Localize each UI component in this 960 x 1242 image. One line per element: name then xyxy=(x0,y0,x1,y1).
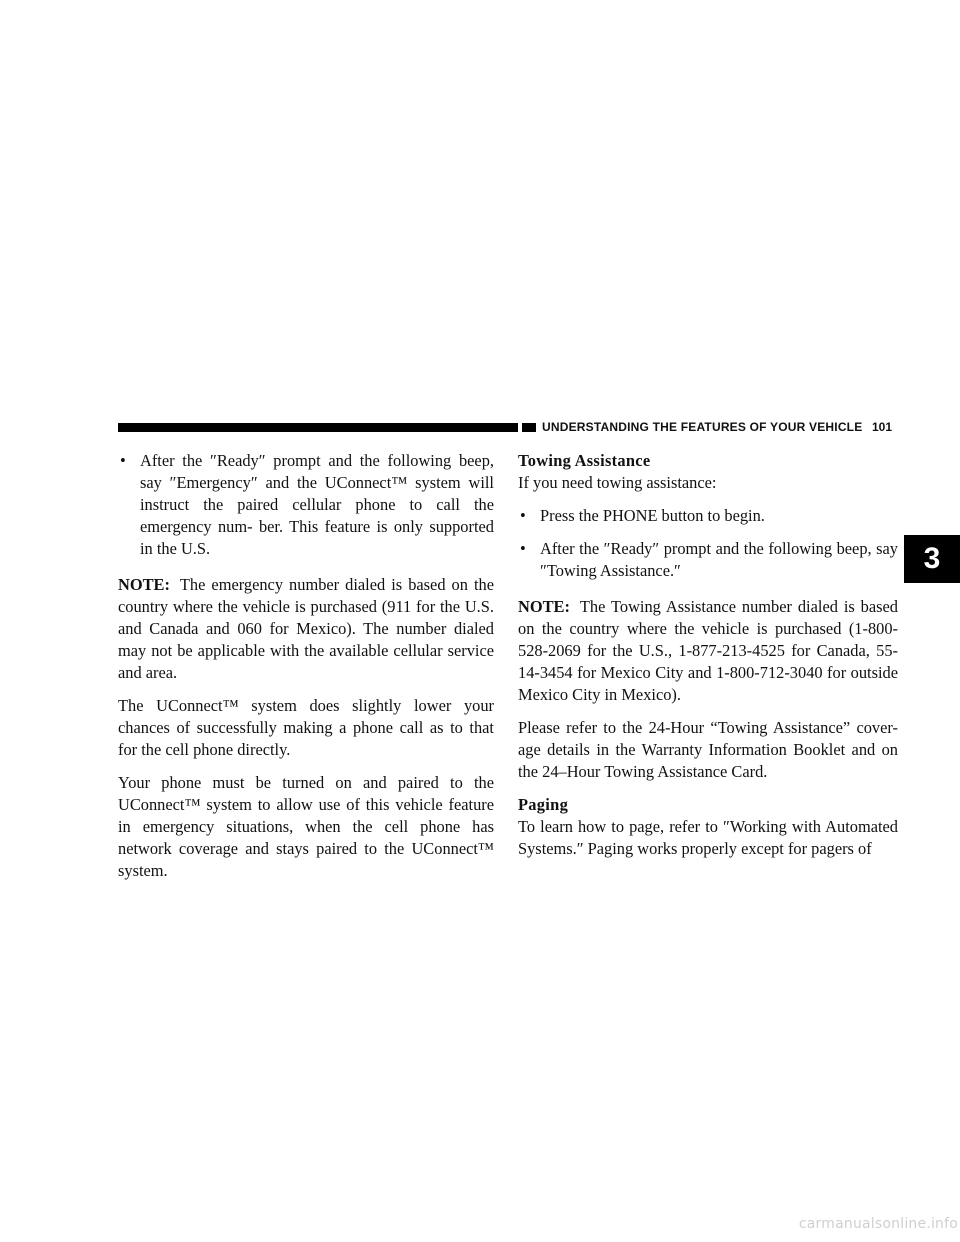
list-item xyxy=(118,450,494,560)
note-text: The Towing Assistance number dialed is based on the country where the vehicle is purchased (1-800-528-2069 for the U.S., 1-877-213-4525 for Canada, 55-14-3454 for Mexico City and 1-800-712-3040 for outside Mexico City in Mexico). xyxy=(518,597,898,704)
list-item xyxy=(518,538,898,582)
body-paragraph: If you need towing assistance: xyxy=(518,473,717,492)
bullet-text: After the ″Ready″ prompt and the following beep, say ″Emergency″ and the UConnect™ system will instruct the paired cellular phone to call the emergency num- ber. This feature is only supported in the U.S. xyxy=(140,451,494,558)
bullet-icon: • xyxy=(120,451,126,470)
note-label: NOTE: xyxy=(118,575,170,594)
bullet-icon: • xyxy=(520,539,526,558)
list-item xyxy=(518,505,898,527)
bullet-icon: • xyxy=(520,506,526,525)
chapter-tab: 3 xyxy=(904,535,960,583)
paging-heading: Paging xyxy=(518,795,569,814)
body-paragraph: To learn how to page, refer to ″Working with Automated Systems.″ Paging works properly except for pagers of xyxy=(518,817,898,858)
note-text: The emergency number dialed is based on the country where the vehicle is purchased (911 for the U.S. and Canada and 060 for Mexico). The number dialed may not be applicable with the available cellular service and area. xyxy=(118,575,494,682)
note-paragraph xyxy=(518,596,898,706)
page-number: 101 xyxy=(872,420,893,434)
header-rule-right xyxy=(522,423,536,432)
body-paragraph: The UConnect™ system does slightly lower your chances of successfully making a phone call as to that for the cell phone directly. xyxy=(118,696,494,759)
left-column xyxy=(118,450,494,882)
note-paragraph xyxy=(118,574,494,684)
body-paragraph: Your phone must be turned on and paired to the UConnect™ system to allow use of this vehicle feature in emergency situations, when the cell phone has network coverage and stays paired to the UConnect™ system. xyxy=(118,773,494,880)
right-column xyxy=(518,450,898,860)
body-paragraph: Please refer to the 24-Hour “Towing Assistance” cover- age details in the Warranty Information Booklet and on the 24–Hour Towing Assistance Card. xyxy=(518,718,898,781)
section-header-title: UNDERSTANDING THE FEATURES OF YOUR VEHICLE xyxy=(542,420,863,434)
towing-assistance-heading: Towing Assistance xyxy=(518,451,651,470)
note-label: NOTE: xyxy=(518,597,570,616)
header-rule-left xyxy=(118,423,518,432)
watermark-text: carmanualsonline.info xyxy=(798,1216,958,1232)
bullet-text: Press the PHONE button to begin. xyxy=(540,506,765,525)
bullet-text: After the ″Ready″ prompt and the following beep, say ″Towing Assistance.″ xyxy=(540,539,898,580)
